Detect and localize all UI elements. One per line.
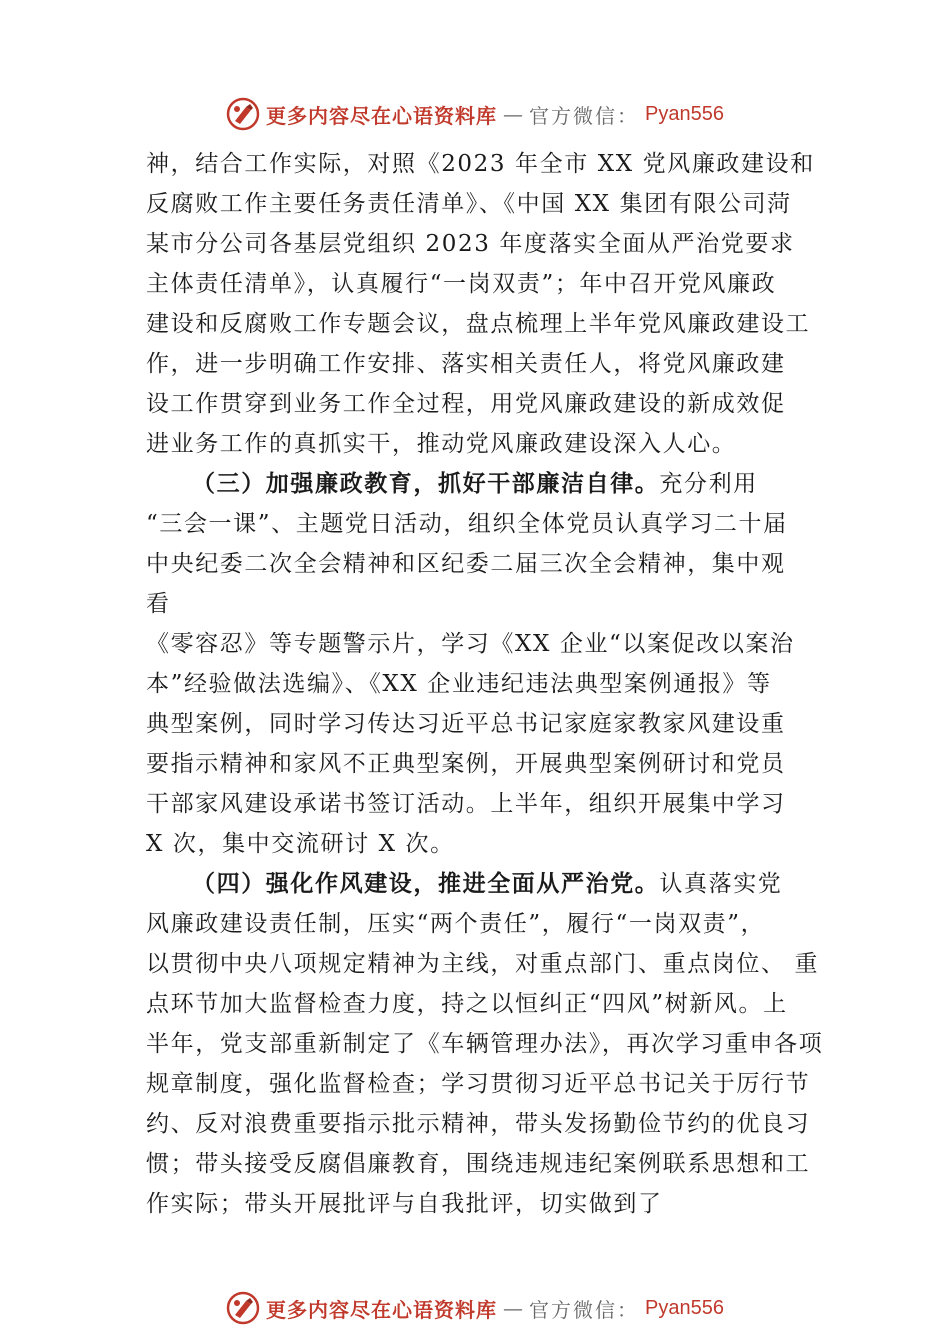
footer-wechat-id: Pyan556 [645, 1296, 724, 1319]
document-body [146, 144, 824, 1224]
text-line: X 次，集中交流研讨 X 次。 [146, 831, 455, 857]
footer-banner-dash: — [503, 1296, 524, 1320]
text-line: 以贯彻中央八项规定精神为主线，对重点部门、重点岗位、 重 [146, 951, 820, 977]
footer-banner-text: 更多内容尽在心语资料库 [266, 1297, 498, 1322]
text-line: 点环节加大监督检查力度，持之以恒纠正“四风”树新风。上 [146, 991, 788, 1017]
section-3-first-rest: 充分利用 [659, 471, 758, 497]
header-banner [0, 94, 950, 134]
text-line: 半年，党支部重新制定了《车辆管理办法》，再次学习重申各项 [146, 1031, 824, 1057]
footer-wechat-label: 官方微信： [529, 1297, 640, 1322]
text-line: 反腐败工作主要任务责任清单》、《中国 XX 集团有限公司菏 [146, 191, 792, 217]
header-banner-dash: — [503, 102, 524, 126]
section-3-first-line [146, 464, 816, 504]
brand-logo-icon [226, 1291, 260, 1325]
text-line: 中央纪委二次全会精神和区纪委二届三次全会精神，集中观 [146, 551, 786, 577]
text-line: 看 [146, 591, 171, 617]
section-4-heading: （四）强化作风建设，推进全面从严治党。 [192, 870, 660, 897]
text-line: 约、反对浪费重要指示批示精神，带头发扬勤俭节约的优良习 [146, 1111, 811, 1137]
text-line: 设工作贯穿到业务工作全过程，用党风廉政建设的新成效促 [146, 391, 786, 417]
text-line: 主体责任清单》，认真履行“一岗双责”；年中召开党风廉政 [146, 271, 777, 297]
text-line: 惯；带头接受反腐倡廉教育，围绕违规违纪案例联系思想和工 [146, 1151, 811, 1177]
section-4-first-line [146, 864, 816, 904]
text-line: 作实际；带头开展批评与自我批评，切实做到了 [146, 1191, 663, 1217]
header-wechat-id: Pyan556 [645, 102, 724, 125]
brand-logo-icon [226, 97, 260, 131]
text-line: 作，进一步明确工作安排、落实相关责任人，将党风廉政建 [146, 351, 786, 377]
text-line: 干部家风建设承诺书签订活动。上半年，组织开展集中学习 [146, 791, 786, 817]
text-line: “三会一课”、主题党日活动，组织全体党员认真学习二十届 [146, 511, 788, 537]
text-line: 要指示精神和家风不正典型案例，开展典型案例研讨和党员 [146, 751, 786, 777]
text-line: 《零容忍》等专题警示片，学习《XX 企业“以案促改以案治 [146, 631, 795, 657]
text-line: 风廉政建设责任制，压实“两个责任”，履行“一岗双责”， [146, 911, 766, 937]
text-line: 神，结合工作实际，对照《2023 年全市 XX 党风廉政建设和 [146, 151, 815, 177]
text-line: 规章制度，强化监督检查；学习贯彻习近平总书记关于厉行节 [146, 1071, 811, 1097]
text-line: 进业务工作的真抓实干，推动党风廉政建设深入人心。 [146, 431, 737, 457]
text-line: 建设和反腐败工作专题会议，盘点梳理上半年党风廉政建设工 [146, 311, 811, 337]
section-3-heading: （三）加强廉政教育，抓好干部廉洁自律。 [192, 470, 660, 497]
header-banner-text: 更多内容尽在心语资料库 [266, 103, 498, 128]
text-line: 典型案例，同时学习传达习近平总书记家庭家教家风建设重 [146, 711, 786, 737]
section-4-first-rest: 认真落实党 [659, 871, 783, 897]
text-line: 本”经验做法选编》、《XX 企业违纪违法典型案例通报》等 [146, 671, 772, 697]
footer-banner [0, 1288, 950, 1328]
text-line: 某市分公司各基层党组织 2023 年度落实全面从严治党要求 [146, 231, 795, 257]
header-wechat-label: 官方微信： [529, 103, 640, 128]
